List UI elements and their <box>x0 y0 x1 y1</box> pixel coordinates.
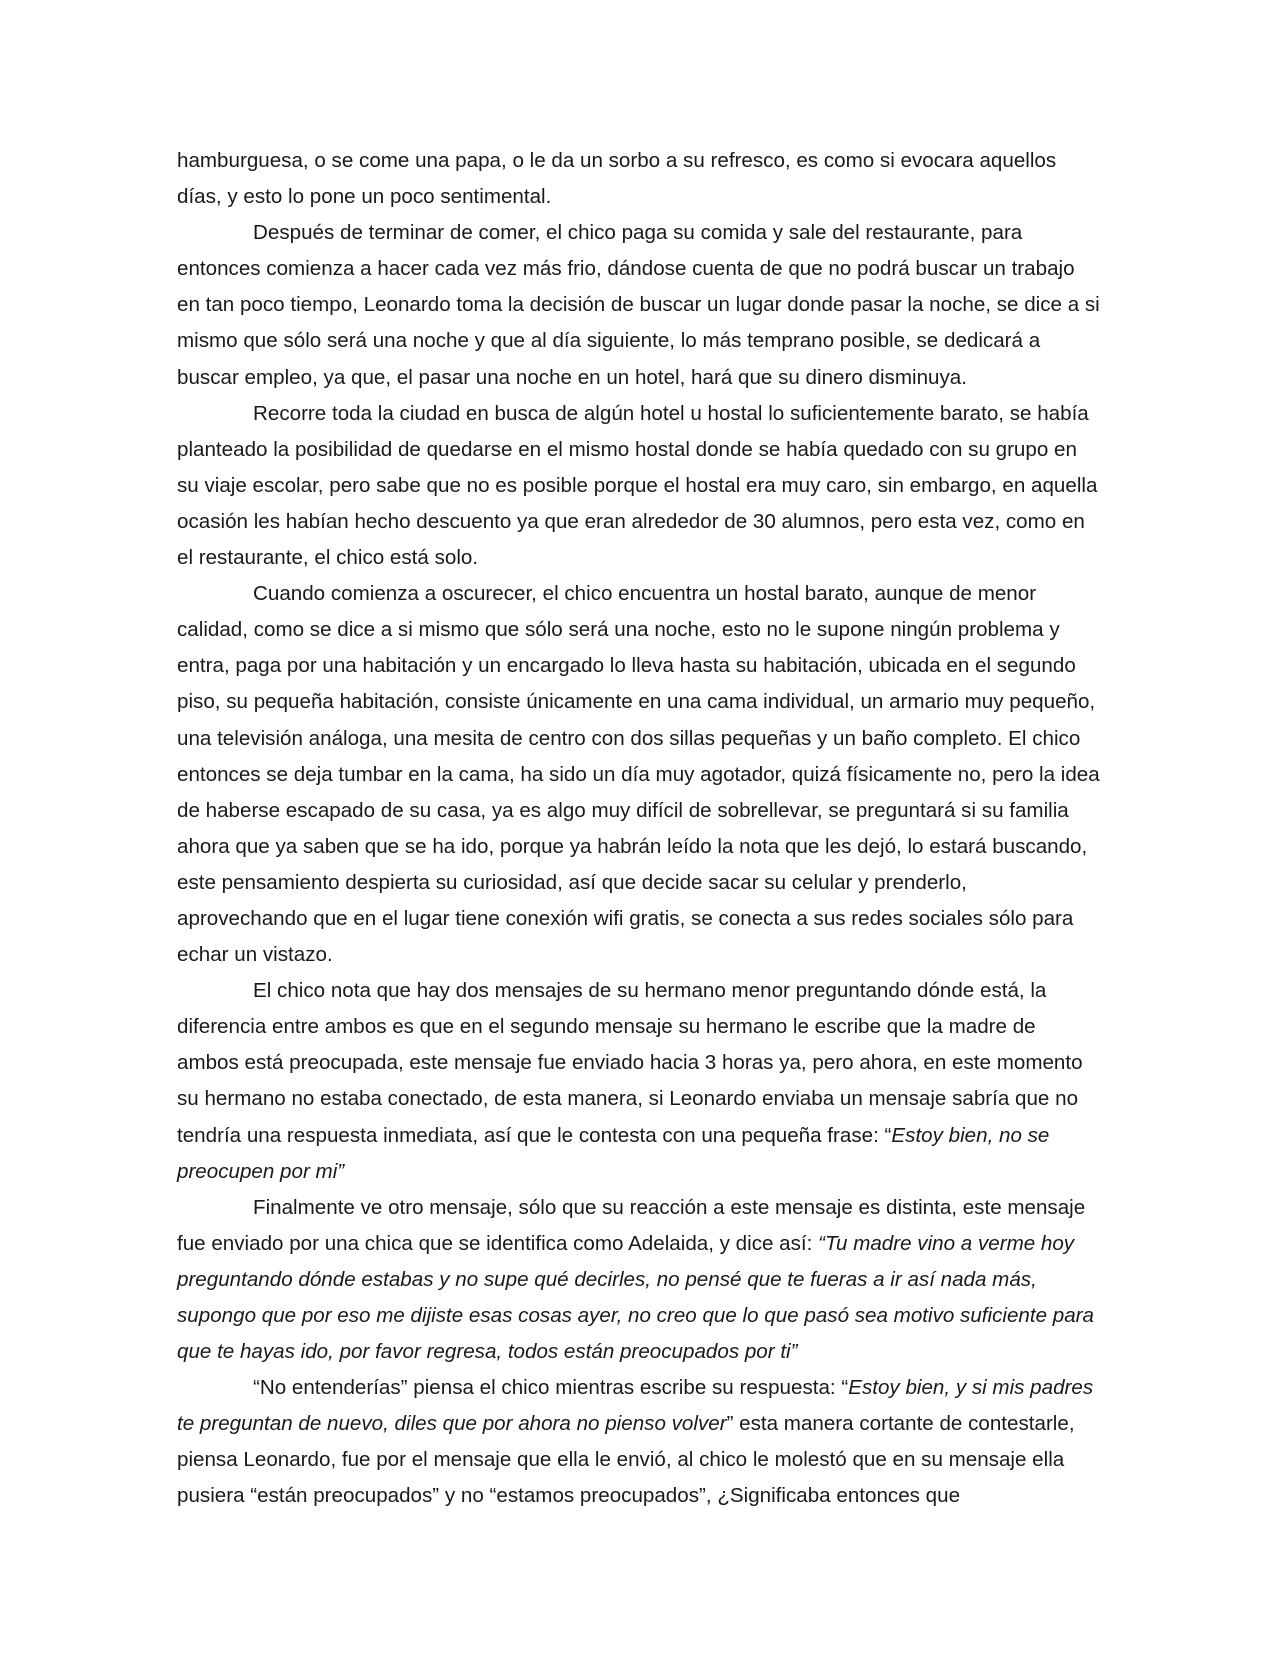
paragraph <box>177 973 1103 1190</box>
paragraph-text: hamburguesa, o se come una papa, o le da un sorbo a su refresco, es como si evocara aquellos días, y esto lo pone un poco sentimental. <box>177 149 1057 209</box>
paragraph-text: Finalmente ve otro mensaje, sólo que su reacción a este mensaje es distinta, este mensaje fue enviado por una chica que se identifica como Adelaida, y dice así: <box>177 1195 1086 1255</box>
paragraph <box>177 1370 1103 1514</box>
paragraph <box>177 576 1103 973</box>
paragraph <box>177 1190 1103 1370</box>
italic-quote: “Tu madre vino a verme hoy preguntando dónde estabas y no supe qué decirles, no pensé que te fueras a ir así nada más, supongo que por eso me dijiste esas cosas ayer, no creo que lo que pasó sea motivo suficiente para que te hayas ido, por favor regresa, todos están preocupados por ti” <box>177 1231 1094 1364</box>
paragraph-text: El chico nota que hay dos mensajes de su hermano menor preguntando dónde está, la diferencia entre ambos es que en el segundo mensaje su hermano le escribe que la madre de ambos está preocupada, este mensaje fue enviado hacia 3 horas ya, pero ahora, en este momento su hermano no estaba conectado, de esta manera, si Leonardo enviaba un mensaje sabría que no tendría una respuesta inmediata, así que le contesta con una pequeña frase: “ <box>177 979 1083 1147</box>
paragraph-text: Después de terminar de comer, el chico paga su comida y sale del restaurante, para entonces comienza a hacer cada vez más frio, dándose cuenta de que no podrá buscar un trabajo en tan poco tiempo, Leonardo toma la decisión de buscar un lugar donde pasar la noche, se dice a si mismo que sólo será una noche y que al día siguiente, lo más temprano posible, se dedicará a buscar empleo, ya que, el pasar una noche en un hotel, hará que su dinero disminuya. <box>177 221 1100 389</box>
paragraph <box>177 215 1103 395</box>
document-page <box>177 143 1103 1515</box>
paragraph-text: Cuando comienza a oscurecer, el chico encuentra un hostal barato, aunque de menor calidad, como se dice a si mismo que sólo será una noche, esto no le supone ningún problema y entra, paga por una habitación y un encargado lo lleva hasta su habitación, ubicada en el segundo piso, su pequeña habitación, consiste únicamente en una cama individual, un armario muy pequeño, una televisión análoga, una mesita de centro con dos sillas pequeñas y un baño completo. El chico entonces se deja tumbar en la cama, ha sido un día muy agotador, quizá físicamente no, pero la idea de haberse escapado de su casa, ya es algo muy difícil de sobrellevar, se preguntará si su familia ahora que ya saben que se ha ido, porque ya habrán leído la nota que les dejó, lo estará buscando, este pensamiento despierta su curiosidad, así que decide sacar su celular y prenderlo, aprovechando que en el lugar tiene conexión wifi gratis, se conecta a sus redes sociales sólo para echar un vistazo. <box>177 582 1100 967</box>
paragraph-text: “No entenderías” piensa el chico mientras escribe su respuesta: “ <box>253 1376 849 1400</box>
paragraph <box>177 143 1103 215</box>
italic-quote: Estoy bien, y si mis padres te preguntan de nuevo, diles que por ahora no pienso volver <box>177 1376 1094 1436</box>
paragraph <box>177 396 1103 576</box>
italic-quote: Estoy bien, no se preocupen por mi” <box>177 1123 1050 1183</box>
paragraph-text: ” esta manera cortante de contestarle, piensa Leonardo, fue por el mensaje que ella le envió, al chico le molestó que en su mensaje ella pusiera “están preocupados” y no “estamos preocupados”, ¿Significaba entonces que <box>177 1412 1075 1508</box>
paragraph-text: Recorre toda la ciudad en busca de algún hotel u hostal lo suficientemente barato, se había planteado la posibilidad de quedarse en el mismo hostal donde se había quedado con su grupo en su viaje escolar, pero sabe que no es posible porque el hostal era muy caro, sin embargo, en aquella ocasión les habían hecho descuento ya que eran alrededor de 30 alumnos, pero esta vez, como en el restaurante, el chico está solo. <box>177 401 1098 570</box>
